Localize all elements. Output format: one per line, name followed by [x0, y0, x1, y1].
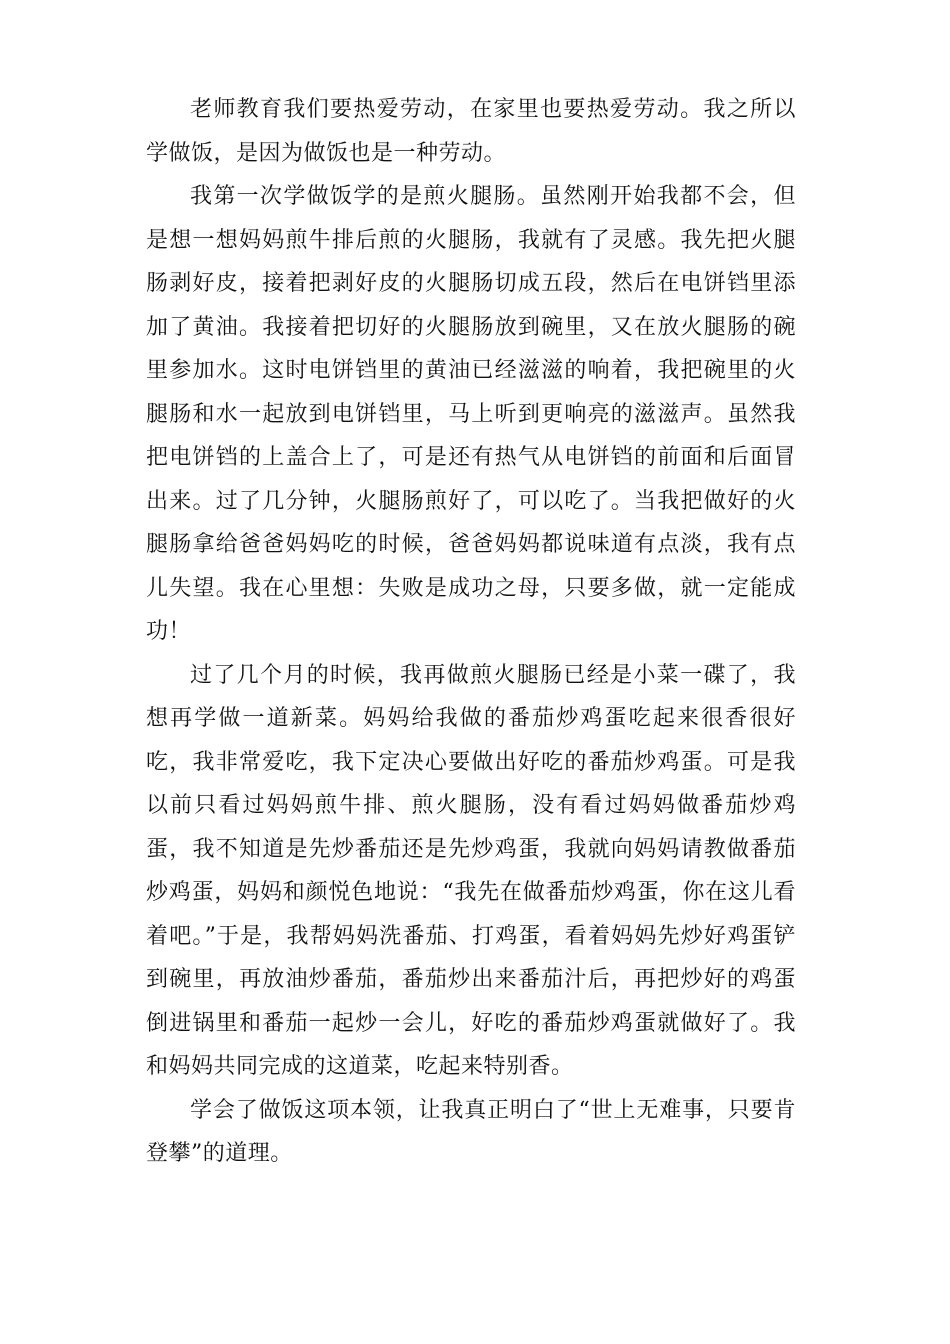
- paragraph-intro: 老师教育我们要热爱劳动，在家里也要热爱劳动。我之所以学做饭，是因为做饭也是一种劳动。: [146, 97, 796, 166]
- paragraph-conclusion: 学会了做饭这项本领，让我真正明白了“世上无难事，只要肯登攀”的道理。: [146, 1097, 796, 1166]
- paragraph-first-attempt: 我第一次学做饭学的是煎火腿肠。虽然刚开始我都不会，但是想一想妈妈煎牛排后煎的火腿肠，我就有了灵感。我先把火腿肠剥好皮，接着把剥好皮的火腿肠切成五段，然后在电饼铛里添加了黄油。我接着把切好的火腿肠放到碗里，又在放火腿肠的碗里参加水。这时电饼铛里的黄油已经滋滋的响着，我把碗里的火腿肠和水一起放到电饼铛里，马上听到更响亮的滋滋声。虽然我把电饼铛的上盖合上了，可是还有热气从电饼铛的前面和后面冒出来。过了几分钟，火腿肠煎好了，可以吃了。当我把做好的火腿肠拿给爸爸妈妈吃的时候，爸爸妈妈都说味道有点淡，我有点儿失望。我在心里想：失败是成功之母，只要多做，就一定能成功！: [146, 184, 796, 644]
- paragraph-new-dish: 过了几个月的时候，我再做煎火腿肠已经是小菜一碟了，我想再学做一道新菜。妈妈给我做的番茄炒鸡蛋吃起来很香很好吃，我非常爱吃，我下定决心要做出好吃的番茄炒鸡蛋。可是我以前只看过妈妈煎牛排、煎火腿肠，没有看过妈妈做番茄炒鸡蛋，我不知道是先炒番茄还是先炒鸡蛋，我就向妈妈请教做番茄炒鸡蛋，妈妈和颜悦色地说：“我先在做番茄炒鸡蛋，你在这儿看着吧。”于是，我帮妈妈洗番茄、打鸡蛋，看着妈妈先炒好鸡蛋铲到碗里，再放油炒番茄，番茄炒出来番茄汁后，再把炒好的鸡蛋倒进锅里和番茄一起炒一会儿，好吃的番茄炒鸡蛋就做好了。我和妈妈共同完成的这道菜，吃起来特别香。: [146, 662, 796, 1079]
- essay-body: [146, 88, 796, 1176]
